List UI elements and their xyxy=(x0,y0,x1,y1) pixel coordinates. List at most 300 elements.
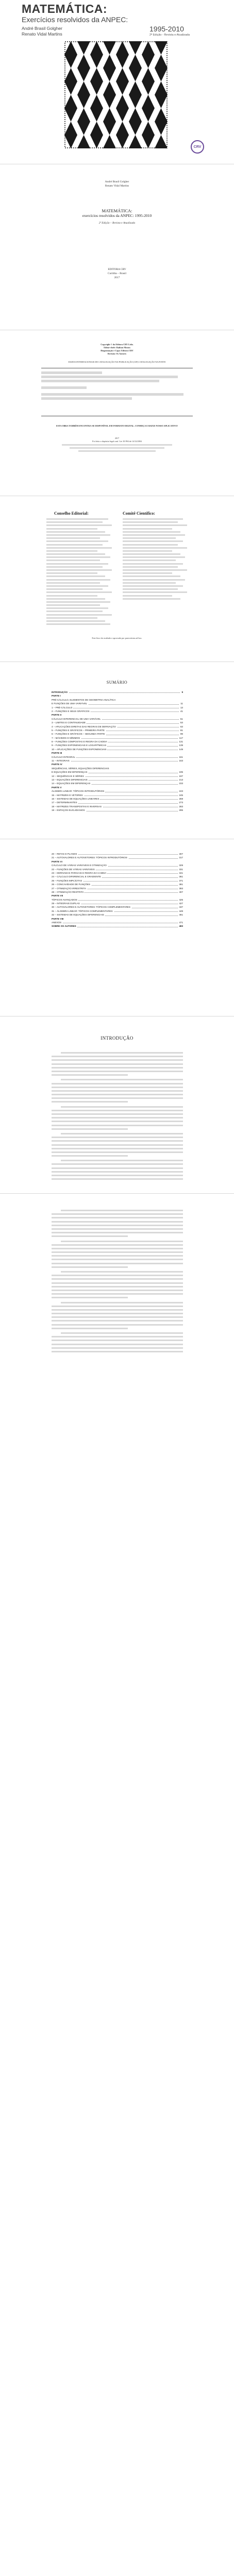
text-body xyxy=(52,1210,183,1354)
text-line xyxy=(52,1056,183,1057)
toc-entry-label: PARTE VIII xyxy=(52,917,64,920)
council-member-line xyxy=(46,531,105,533)
toc-entry[interactable] xyxy=(52,748,183,751)
council-member-line xyxy=(46,601,110,603)
pattern-triangle xyxy=(142,68,155,81)
toc-entry-page: 371 xyxy=(179,879,183,882)
text-line xyxy=(52,1148,183,1149)
toc-page-2 xyxy=(0,845,234,1010)
toc-entry[interactable] xyxy=(52,808,183,812)
toc-entry-label: 9 – FUNÇÕES EXPONENCIAIS E LOGARÍTMICAS xyxy=(52,744,107,747)
toc-entry-page: 273 xyxy=(179,801,183,804)
council-member-line xyxy=(46,553,105,555)
text-line xyxy=(61,1052,183,1054)
toc-entry[interactable] xyxy=(52,852,183,856)
council-member-line xyxy=(46,566,103,568)
toc-entry-label: 32 – SISTEMAS DE EQUAÇÕES DIFERENCIAIS xyxy=(52,913,104,917)
title-sub: exercícios resolvidos da ANPEC: 1995-2010 xyxy=(82,213,152,218)
text-line xyxy=(52,1083,183,1084)
toc-entry-label: PARTE VI xyxy=(52,860,62,863)
pattern-triangle xyxy=(90,95,103,108)
pattern-triangle xyxy=(90,135,103,148)
toc-entry[interactable] xyxy=(52,694,183,698)
toc-entry-page: 243 xyxy=(179,790,183,793)
toc-entry[interactable] xyxy=(52,709,183,713)
toc-entry[interactable] xyxy=(52,762,183,766)
text-line xyxy=(62,444,172,446)
toc-entry-label: 10 – APLICAÇÕES DE FUNÇÕES EXPONENCIAIS xyxy=(52,748,107,751)
toc-entry-page: 195 xyxy=(179,771,183,774)
toc-entry-page: 53 xyxy=(180,721,183,724)
text-line xyxy=(52,1235,128,1237)
text-line xyxy=(52,1266,128,1268)
text-line xyxy=(52,1328,128,1329)
toc-entry[interactable] xyxy=(52,767,183,770)
toc-entry-page: 331 xyxy=(179,868,183,871)
toc-entry[interactable] xyxy=(52,913,183,917)
toc-entry-label: PARTE V xyxy=(52,786,62,789)
toc-entry-label: PARTE III xyxy=(52,752,62,755)
toc-entry-label: 1 – PRÉ-CÁLCULO xyxy=(52,706,73,709)
toc-entry[interactable] xyxy=(52,740,183,743)
text-line xyxy=(52,1094,183,1095)
council-member-line xyxy=(46,563,108,565)
toc-entry-page: 213 xyxy=(179,778,183,781)
pattern-triangle xyxy=(103,68,116,81)
address-block xyxy=(62,444,172,453)
toc-entry-page: 361 xyxy=(179,875,183,878)
toc-entry-label: 19 – ESPAÇOS EUCLIDIANOS xyxy=(52,809,85,812)
text-line xyxy=(52,1259,183,1260)
toc-entry[interactable] xyxy=(52,789,183,793)
council-member-line xyxy=(46,518,108,520)
pattern-triangle xyxy=(90,41,103,55)
toc-entry[interactable] xyxy=(52,698,183,702)
council-member-line xyxy=(123,534,185,536)
text-line xyxy=(41,397,132,400)
toc-entry[interactable] xyxy=(52,863,183,867)
council-member-line xyxy=(123,588,178,590)
toc-entry-page: 149 xyxy=(179,748,183,751)
cover-author-1: André Brasil Golgher xyxy=(22,26,62,31)
text-line xyxy=(52,1244,183,1246)
council-member-line xyxy=(123,591,187,593)
toc-entry[interactable] xyxy=(52,702,183,705)
toc-entry-page: 233 xyxy=(179,782,183,785)
text-line xyxy=(52,1063,183,1065)
toc-list-2 xyxy=(52,852,183,928)
pattern-triangle xyxy=(155,122,168,135)
council-member-line xyxy=(123,575,180,577)
council-member-line xyxy=(123,544,178,546)
toc-entry-page: 131 xyxy=(179,740,183,743)
text-line xyxy=(41,376,178,378)
title-year: 2017 xyxy=(114,276,120,279)
copyright-page xyxy=(0,336,234,490)
text-line xyxy=(61,1302,183,1303)
toc-entry[interactable] xyxy=(52,801,183,804)
toc-entry[interactable] xyxy=(52,782,183,785)
pattern-triangle xyxy=(90,108,103,122)
toc-entry-label: 15 – MATRIZES E VETORES xyxy=(52,793,83,796)
pattern-triangle xyxy=(64,68,77,81)
text-line xyxy=(52,1225,183,1226)
toc-entry-label: 28 – OTIMIZAÇÃO RESTRITA xyxy=(52,890,84,893)
council-footer: Este livro foi avaliado e aprovado por pareceristas ad hoc. xyxy=(92,637,142,639)
toc-entry-label: 24 – CÁLCULO DIFERENCIAL E GRADIENTE xyxy=(52,875,101,878)
toc-entry[interactable] xyxy=(52,875,183,878)
text-line xyxy=(52,1221,183,1223)
text-line xyxy=(41,371,102,374)
pattern-triangle xyxy=(103,81,116,95)
council-member-line xyxy=(46,591,112,593)
toc-entry[interactable] xyxy=(52,868,183,871)
text-line xyxy=(52,1101,128,1103)
toc-entry-page: 295 xyxy=(179,809,183,812)
toc-entry-page: 427 xyxy=(179,902,183,905)
council-member-line xyxy=(46,604,100,606)
text-line xyxy=(41,393,183,396)
toc-entry[interactable] xyxy=(52,909,183,913)
toc-entry[interactable] xyxy=(52,725,183,728)
text-line xyxy=(52,1090,183,1092)
pattern-triangle xyxy=(129,41,142,55)
copyright-year: 2017 xyxy=(114,437,120,439)
intro-body xyxy=(52,1052,183,1182)
page-divider xyxy=(0,1193,234,1194)
pattern-triangle xyxy=(64,55,77,68)
pattern-triangle xyxy=(103,95,116,108)
text-line xyxy=(52,1293,183,1295)
toc-entry[interactable] xyxy=(52,797,183,801)
cover-title: MATEMÁTICA: xyxy=(22,2,108,15)
council-member-line xyxy=(46,521,103,523)
text-line xyxy=(52,1137,183,1138)
toc-entry-label: INTRODUÇÃO xyxy=(52,691,68,693)
council-member-line xyxy=(123,598,180,600)
toc-entry-label: 16 – SISTEMAS DE EQUAÇÕES LINEARES xyxy=(52,797,99,800)
text-line xyxy=(52,1110,183,1111)
pattern-triangle xyxy=(142,135,155,148)
toc-entry-page: 437 xyxy=(179,906,183,909)
toc-entry[interactable] xyxy=(52,717,183,721)
pattern-triangle xyxy=(90,55,103,68)
toc-entry-page: 99 xyxy=(180,733,183,736)
toc-entry-label: E FUNÇÕES DE UMA VARIÁVEL xyxy=(52,702,88,705)
toc-entry[interactable] xyxy=(52,751,183,755)
toc-leader-dots xyxy=(52,692,183,693)
toc-entry[interactable] xyxy=(52,690,183,694)
title-author-2: Renato Vidal Martins xyxy=(105,184,129,188)
toc-entry-page: 259 xyxy=(179,797,183,800)
toc-entry-page: 449 xyxy=(179,909,183,912)
pattern-triangle xyxy=(77,122,90,135)
toc-entry[interactable] xyxy=(52,755,183,759)
cover-author-2: Renato Vidal Martins xyxy=(22,31,62,37)
cover-edition: 2ª Edição - Revista e Atualizada xyxy=(149,33,190,37)
toc-entry[interactable] xyxy=(52,743,183,747)
text-line xyxy=(52,1282,183,1284)
pattern-triangle xyxy=(116,55,129,68)
text-line xyxy=(52,1163,183,1165)
toc-entry[interactable] xyxy=(52,805,183,808)
pattern-triangle xyxy=(142,81,155,95)
council-member-line xyxy=(46,556,110,558)
text-line xyxy=(52,1213,183,1215)
toc-entry-label: SEQUÊNCIAS, SÉRIES, EQUAÇÕES DIFERENCIAIS xyxy=(52,767,109,770)
council-page xyxy=(0,502,234,656)
text-page xyxy=(0,1199,234,1364)
pattern-triangle xyxy=(142,41,155,55)
toc-entry-label: 20 – RETAS E PLANOS xyxy=(52,853,77,855)
toc-entry-label: PARTE IV xyxy=(52,763,62,766)
text-line xyxy=(52,1306,183,1307)
council-member-line xyxy=(123,537,176,539)
pattern-triangle xyxy=(77,81,90,95)
text-line xyxy=(52,1144,183,1146)
pattern-triangle xyxy=(155,81,168,95)
pattern-triangle xyxy=(129,68,142,81)
pattern-triangle xyxy=(64,122,77,135)
text-line xyxy=(52,1232,183,1233)
text-line xyxy=(52,1125,183,1126)
toc-entry-page: 13 xyxy=(180,706,183,709)
text-line xyxy=(61,1271,183,1273)
toc-page-1 xyxy=(0,668,234,833)
toc-entry-page: 283 xyxy=(179,805,183,808)
toc-entry-page: 197 xyxy=(179,774,183,777)
toc-entry-label: 18 – MATRIZES TRANSPOSTAS E INVERSAS xyxy=(52,805,102,808)
toc-entry[interactable] xyxy=(52,917,183,921)
toc-entry-label: 6 – FUNÇÕES E GRÁFICOS – SEGUNDA PARTE xyxy=(52,733,105,736)
toc-entry-label: CÁLCULO DE VÁRIAS VARIÁVEIS E OTIMIZAÇÃO xyxy=(52,864,107,867)
council-member-line xyxy=(46,575,105,577)
council-member-line xyxy=(123,540,183,542)
council-member-line xyxy=(123,563,183,565)
text-line xyxy=(52,1117,183,1118)
toc-entry-page: 307 xyxy=(179,853,183,855)
toc-entry[interactable] xyxy=(52,786,183,789)
council-member-line xyxy=(123,585,183,587)
pattern-triangle xyxy=(64,95,77,108)
pattern-triangle xyxy=(129,81,142,95)
toc-entry-label: 30 – AUTOVALORES E AUTOVETORES: TÓPICOS COMPLEMENTARES xyxy=(52,906,130,909)
toc-entry[interactable] xyxy=(52,713,183,717)
toc-entry[interactable] xyxy=(52,890,183,894)
toc-entry[interactable] xyxy=(52,921,183,924)
council-member-line xyxy=(46,534,110,536)
text-line xyxy=(70,447,164,449)
toc-entry[interactable] xyxy=(52,759,183,762)
toc-entry[interactable] xyxy=(52,774,183,778)
text-line xyxy=(52,1167,183,1169)
text-line xyxy=(61,1106,183,1108)
pattern-triangle xyxy=(77,108,90,122)
toc-entry-label: PRÉ-CÁLCULO, ELEMENTOS DE GEOMETRIA ANALÍTICA xyxy=(52,698,116,701)
council-member-line xyxy=(46,524,112,526)
toc-entry[interactable] xyxy=(52,728,183,732)
council-member-line xyxy=(46,537,100,539)
toc-entry-label: 3 – LIMITES E CONTINUIDADE xyxy=(52,721,86,724)
council-member-line xyxy=(123,572,172,574)
pattern-triangle xyxy=(142,55,155,68)
toc-entry-page: 393 xyxy=(179,887,183,890)
toc-entry-page: 245 xyxy=(179,793,183,796)
title-publisher: EDITORA CRV xyxy=(108,268,126,271)
text-line xyxy=(52,1097,183,1099)
toc-list-1 xyxy=(52,690,183,812)
text-line xyxy=(52,1217,183,1218)
council-member-line xyxy=(46,572,97,574)
text-line xyxy=(52,1175,183,1176)
title-page xyxy=(0,170,234,325)
text-line xyxy=(52,1316,183,1318)
text-line xyxy=(52,1128,128,1130)
text-line xyxy=(52,1320,183,1321)
council-left-title: Conselho Editorial: xyxy=(54,511,89,516)
text-line xyxy=(52,1155,128,1157)
pattern-triangle xyxy=(155,95,168,108)
pattern-triangle xyxy=(142,122,155,135)
pattern-triangle xyxy=(77,95,90,108)
toc-entry[interactable] xyxy=(52,778,183,782)
toc-entry-page: 41 xyxy=(180,709,183,713)
text-line xyxy=(52,1297,128,1298)
council-member-line xyxy=(46,585,108,587)
text-line xyxy=(52,1275,183,1276)
toc-entry[interactable] xyxy=(52,902,183,905)
toc-entry-label: 11 – INTEGRAIS xyxy=(52,759,70,762)
pattern-triangle xyxy=(116,68,129,81)
council-member-line xyxy=(123,560,176,561)
pattern-triangle xyxy=(90,68,103,81)
toc-entry-page: 471 xyxy=(179,921,183,924)
cip-header: DADOS INTERNACIONAIS DE CATALOGAÇÃO-NA-PUBLICAÇÃO (CIP) CATALOGAÇÃO NA FONTE xyxy=(68,361,166,363)
pattern-triangle xyxy=(155,135,168,148)
council-member-line xyxy=(123,582,176,584)
toc-entry[interactable] xyxy=(52,732,183,736)
council-member-line xyxy=(46,560,100,561)
toc-entry[interactable] xyxy=(52,898,183,902)
toc-entry-page: 317 xyxy=(179,856,183,859)
toc-entry[interactable] xyxy=(52,894,183,897)
title-edition: 2ª Edição – Revista e Atualizada xyxy=(98,222,136,225)
council-member-line xyxy=(46,588,103,590)
toc-entry[interactable] xyxy=(52,736,183,740)
text-line xyxy=(61,1210,183,1211)
council-member-line xyxy=(123,595,172,597)
text-line xyxy=(52,1324,183,1326)
council-member-line xyxy=(123,556,185,558)
toc-entry-label: 27 – OTIMIZAÇÃO IRRESTRITA xyxy=(52,887,87,890)
toc-entry-label: 26 – CONCAVIDADE DE FUNÇÕES xyxy=(52,883,90,886)
text-line xyxy=(52,1067,183,1069)
pattern-triangle xyxy=(103,108,116,122)
pattern-triangle xyxy=(103,55,116,68)
text-line xyxy=(52,1340,183,1341)
council-member-line xyxy=(46,540,108,542)
text-line xyxy=(52,1313,183,1314)
toc-entry[interactable] xyxy=(52,905,183,909)
cover-subtitle: Exercícios resolvidos da ANPEC: xyxy=(22,15,128,24)
intro-title: INTRODUÇÃO xyxy=(101,1036,133,1041)
council-member-line xyxy=(123,550,172,552)
toc-entry[interactable] xyxy=(52,770,183,774)
council-right-list xyxy=(123,518,190,601)
toc-entry-label: ÁLGEBRA LINEAR: TÓPICOS INTRODUTÓRIOS xyxy=(52,790,105,793)
council-member-line xyxy=(123,569,187,571)
pattern-triangle xyxy=(129,108,142,122)
toc-entry[interactable] xyxy=(52,871,183,875)
text-line xyxy=(52,1074,128,1076)
council-member-line xyxy=(46,617,97,619)
council-member-line xyxy=(123,518,183,520)
pattern-triangle xyxy=(116,108,129,122)
toc-entry[interactable] xyxy=(52,883,183,886)
toc-entry[interactable] xyxy=(52,706,183,709)
text-line xyxy=(52,1344,183,1345)
council-member-line xyxy=(46,569,112,571)
council-member-line xyxy=(46,579,110,581)
council-member-line xyxy=(46,620,105,622)
credit-2: Editor-chefe: Railson Moura xyxy=(104,346,130,349)
text-line xyxy=(52,1255,183,1257)
pattern-triangle xyxy=(64,135,77,148)
toc-entry[interactable] xyxy=(52,860,183,863)
council-member-line xyxy=(46,598,105,600)
pattern-triangle xyxy=(77,135,90,148)
toc-entry-label: 4 – APLICAÇÕES DIRETAS DAS REGRAS DE DERIVAÇÃO xyxy=(52,725,116,728)
toc-entry-page: 163 xyxy=(179,759,183,762)
council-member-line xyxy=(46,550,97,552)
toc-entry[interactable] xyxy=(52,924,183,928)
pattern-triangle xyxy=(64,41,77,55)
toc-entry-label: 14 – EQUAÇÕES EM DIFERENÇAS xyxy=(52,782,91,785)
text-line xyxy=(41,380,159,382)
text-line xyxy=(78,450,156,452)
toc-entry-label: PARTE II xyxy=(52,714,62,717)
toc-entry-label: E EQUAÇÕES EM DIFERENÇAS xyxy=(52,771,88,774)
title-author-1: André Brasil Golgher xyxy=(105,180,129,183)
toc-entry-page: 161 xyxy=(179,755,183,758)
pattern-triangle xyxy=(64,81,77,95)
council-member-line xyxy=(123,528,172,530)
text-line xyxy=(61,1079,183,1080)
text-line xyxy=(52,1071,183,1072)
toc-entry[interactable] xyxy=(52,856,183,859)
text-line xyxy=(52,1171,183,1173)
toc-entry[interactable] xyxy=(52,887,183,890)
text-line xyxy=(52,1248,183,1249)
pattern-triangle xyxy=(155,41,168,55)
council-member-line xyxy=(46,582,100,584)
toc-entry-page: 483 xyxy=(179,925,183,928)
pattern-triangle xyxy=(155,68,168,81)
text-line xyxy=(61,1160,183,1161)
text-line xyxy=(52,1140,183,1142)
cover-years: 1995-2010 xyxy=(149,25,184,33)
pattern-triangle xyxy=(116,122,129,135)
council-member-line xyxy=(123,553,180,555)
toc-entry[interactable] xyxy=(52,721,183,724)
toc-entry[interactable] xyxy=(52,793,183,797)
toc-entry[interactable] xyxy=(52,879,183,883)
toc-entry-page: 407 xyxy=(179,890,183,893)
pattern-triangle xyxy=(77,55,90,68)
council-right-title: Comitê Científico: xyxy=(123,511,155,516)
pattern-triangle xyxy=(116,41,129,55)
cip-box xyxy=(41,368,193,416)
